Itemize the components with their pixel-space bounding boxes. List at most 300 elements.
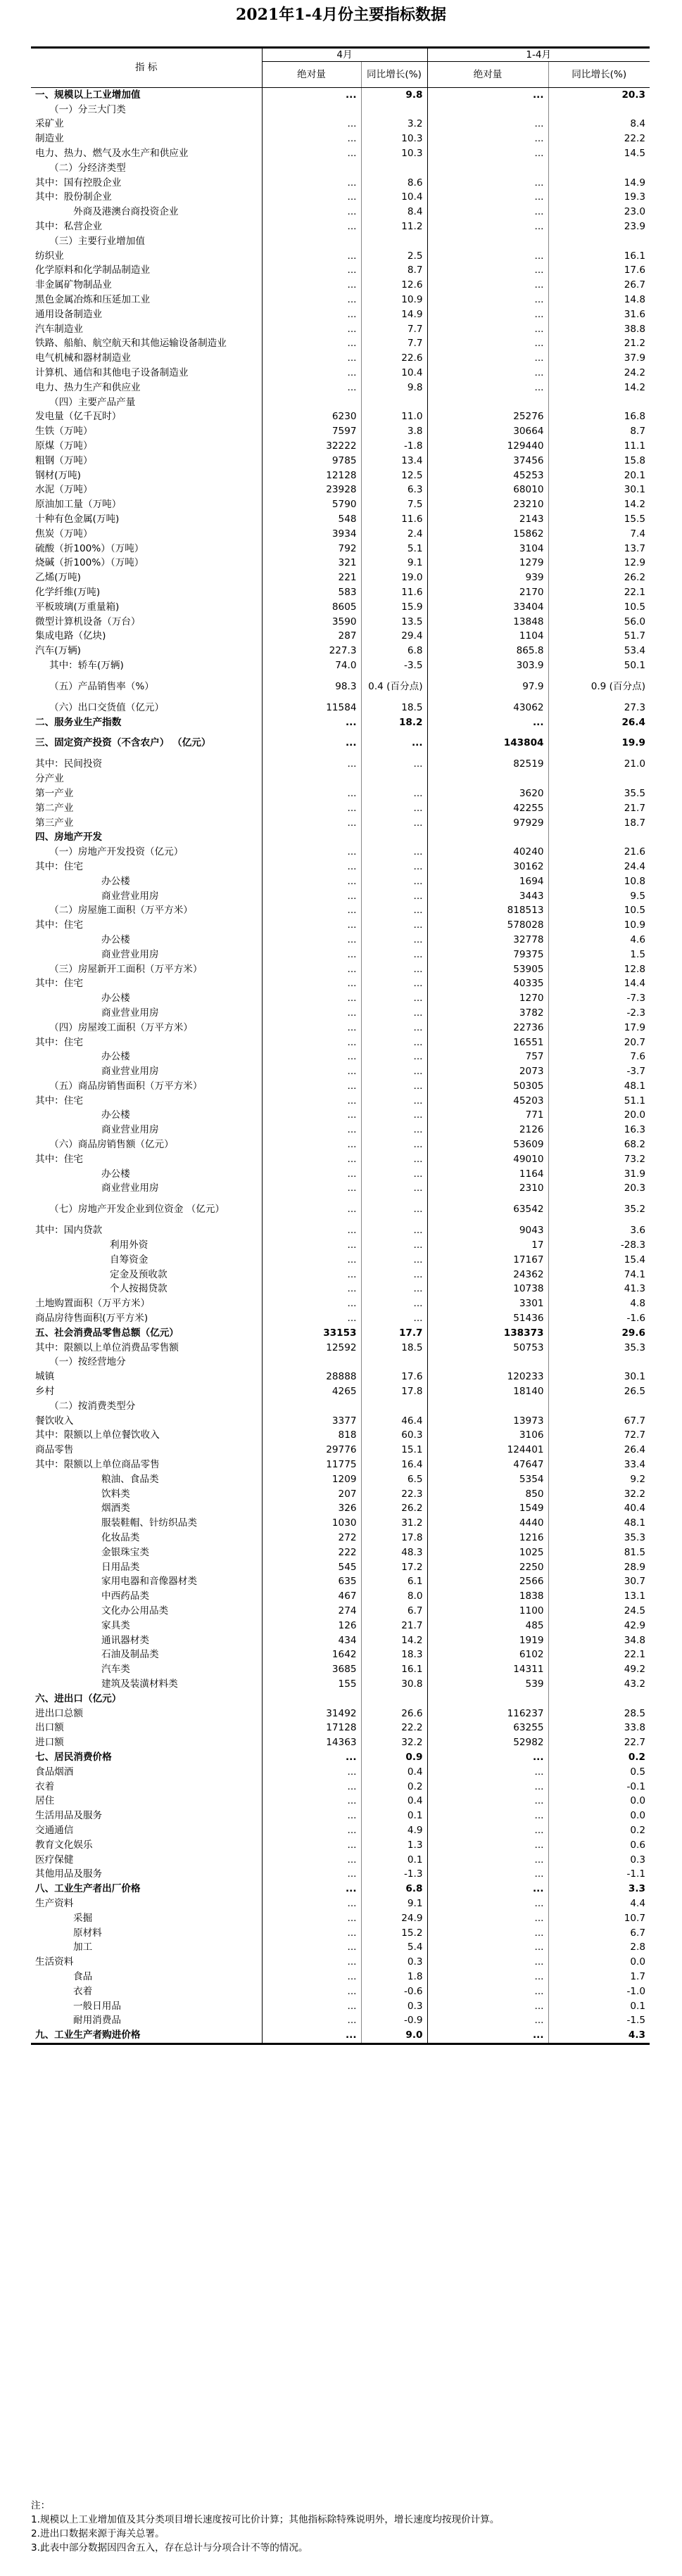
- row-indicator-name: 水泥（万吨）: [31, 483, 262, 498]
- row-ytd-value: ...: [533, 1751, 544, 1763]
- row-ytd-value: ...: [534, 2000, 544, 2012]
- row-ytd-value: 51436: [513, 1313, 544, 1325]
- table-row: [31, 1223, 650, 1238]
- table-row: [31, 1970, 650, 1984]
- row-month-growth: -0.9: [361, 2013, 427, 2028]
- row-ytd-value: 1104: [519, 630, 544, 642]
- row-ytd-value: [427, 772, 548, 786]
- row-ytd-growth: 22.7: [548, 1735, 650, 1750]
- row-month-value: ...: [347, 1168, 357, 1180]
- row-month-value: 3590: [331, 616, 357, 627]
- row-indicator-name: 定金及预收款: [31, 1268, 262, 1282]
- row-ytd-value: [427, 395, 548, 410]
- row-ytd-value: 3443: [519, 890, 544, 902]
- row-month-value: ...: [347, 1051, 357, 1063]
- row-indicator-name: 化学纤维(万吨): [31, 585, 262, 600]
- row-indicator-name: 外商及港澳台商投资企业: [31, 205, 262, 219]
- row-ytd-value: 30664: [513, 426, 544, 438]
- row-month-growth: 3.2: [361, 117, 427, 132]
- row-month-growth: ...: [361, 991, 427, 1006]
- row-month-growth: 32.2: [361, 1735, 427, 1750]
- row-month-value: ...: [347, 1970, 357, 1982]
- row-month-growth: 0.9: [361, 1750, 427, 1765]
- row-month-value: ...: [347, 1007, 357, 1019]
- table-row: [31, 219, 650, 234]
- row-month-growth: 6.3: [361, 483, 427, 498]
- row-month-growth: 8.0: [361, 1589, 427, 1604]
- row-ytd-growth: -2.3: [548, 1006, 650, 1021]
- table-row: [31, 1750, 650, 1765]
- table-row: [31, 542, 650, 556]
- row-month-growth: 24.9: [361, 1911, 427, 1926]
- table-row: [31, 1384, 650, 1399]
- header-month-absolute: 绝对量: [262, 62, 361, 88]
- row-indicator-name: 加工: [31, 1940, 262, 1955]
- table-row: [31, 249, 650, 264]
- row-month-value: 287: [338, 630, 357, 642]
- row-ytd-value: 3301: [519, 1298, 544, 1310]
- row-month-growth: 26.2: [361, 1502, 427, 1517]
- row-ytd-growth: [548, 103, 650, 117]
- table-row: [31, 132, 650, 146]
- row-ytd-growth: 43.2: [548, 1677, 650, 1692]
- row-ytd-value: ...: [534, 206, 544, 218]
- row-indicator-name: 服装鞋帽、针纺织品类: [31, 1516, 262, 1531]
- row-ytd-growth: 22.1: [548, 585, 650, 600]
- row-indicator-name: 生铁（万吨）: [31, 424, 262, 439]
- table-row: [31, 1867, 650, 1882]
- row-indicator-name: 第二产业: [31, 801, 262, 816]
- table-row: [31, 1853, 650, 1868]
- row-ytd-growth: 15.5: [548, 512, 650, 527]
- row-ytd-growth: 48.1: [548, 1079, 650, 1094]
- row-ytd-growth: 7.4: [548, 527, 650, 542]
- row-indicator-name: 采矿业: [31, 117, 262, 132]
- table-row: [31, 1196, 650, 1223]
- row-ytd-value: 14311: [513, 1664, 544, 1676]
- table-row: [31, 585, 650, 600]
- row-ytd-value: ...: [534, 1941, 544, 1953]
- row-ytd-value: 116237: [507, 1707, 544, 1719]
- row-ytd-growth: 51.1: [548, 1094, 650, 1109]
- table-row: [31, 673, 650, 701]
- row-ytd-value: 120233: [507, 1371, 544, 1383]
- table-row: [31, 468, 650, 483]
- row-month-value: 11584: [326, 701, 357, 713]
- row-month-value: 29776: [326, 1444, 357, 1456]
- table-row: [31, 948, 650, 962]
- row-ytd-value: ...: [533, 89, 544, 101]
- table-row: [31, 1137, 650, 1152]
- row-month-growth: 10.4: [361, 366, 427, 381]
- row-month-value: [262, 830, 361, 845]
- row-ytd-growth: 4.8: [548, 1296, 650, 1311]
- row-indicator-name: 黑色金属冶炼和压延加工业: [31, 293, 262, 307]
- table-row: [31, 205, 650, 219]
- table-row: [31, 103, 650, 117]
- row-month-value: 12592: [326, 1341, 357, 1353]
- row-ytd-value: 52982: [513, 1737, 544, 1749]
- row-indicator-name: 其他用品及服务: [31, 1867, 262, 1882]
- row-month-value: 74.0: [335, 659, 357, 671]
- row-ytd-growth: 23.0: [548, 205, 650, 219]
- row-ytd-value: 17167: [513, 1254, 544, 1265]
- row-month-value: ...: [346, 1751, 357, 1763]
- row-month-value: ...: [347, 1066, 357, 1078]
- row-month-growth: 11.0: [361, 410, 427, 425]
- row-ytd-value: 1164: [519, 1168, 544, 1180]
- row-month-growth: 26.6: [361, 1707, 427, 1721]
- row-indicator-name: 一、规模以上工业增加值: [31, 88, 262, 103]
- row-ytd-growth: 14.5: [548, 146, 650, 161]
- row-month-growth: 9.1: [361, 556, 427, 571]
- table-row: [31, 1167, 650, 1182]
- row-month-growth: 4.9: [361, 1823, 427, 1838]
- row-ytd-value: [427, 161, 548, 176]
- row-month-growth: 13.4: [361, 454, 427, 468]
- row-ytd-growth: 10.5: [548, 600, 650, 615]
- row-ytd-value: 539: [525, 1678, 544, 1690]
- row-month-value: ...: [347, 2000, 357, 2012]
- row-month-value: 227.3: [329, 645, 357, 657]
- row-indicator-name: 其中：住宅: [31, 1035, 262, 1050]
- row-month-value: 434: [338, 1634, 357, 1646]
- row-ytd-value: ...: [534, 1927, 544, 1939]
- table-row: [31, 933, 650, 948]
- table-row: [31, 1326, 650, 1341]
- row-ytd-value: [427, 103, 548, 117]
- row-ytd-value: 22736: [513, 1021, 544, 1033]
- row-indicator-name: 出口额: [31, 1721, 262, 1735]
- row-month-value: ...: [347, 148, 357, 160]
- table-row: [31, 483, 650, 498]
- row-month-value: 326: [338, 1503, 357, 1515]
- row-indicator-name: 其中：限额以上单位餐饮收入: [31, 1429, 262, 1443]
- row-ytd-growth: 31.6: [548, 307, 650, 322]
- row-ytd-growth: 42.9: [548, 1619, 650, 1633]
- row-ytd-growth: [548, 1399, 650, 1414]
- table-row: [31, 1472, 650, 1487]
- row-ytd-value: 13973: [513, 1415, 544, 1427]
- row-ytd-growth: 35.2: [548, 1196, 650, 1223]
- row-ytd-value: ...: [534, 1839, 544, 1851]
- table-row: [31, 161, 650, 176]
- row-month-growth: ...: [361, 903, 427, 918]
- row-ytd-growth: 67.7: [548, 1414, 650, 1429]
- row-month-growth: -0.6: [361, 1984, 427, 1999]
- row-ytd-growth: 24.5: [548, 1604, 650, 1619]
- row-indicator-name: 三、固定资产投资（不含农户） （亿元）: [31, 729, 262, 757]
- row-ytd-growth: 0.0: [548, 1955, 650, 1970]
- table-row: [31, 1035, 650, 1050]
- row-month-growth: 5.1: [361, 542, 427, 556]
- table-row: [31, 439, 650, 454]
- table-row: [31, 1809, 650, 1823]
- row-ytd-value: ...: [534, 294, 544, 306]
- row-month-growth: ...: [361, 1296, 427, 1311]
- row-month-growth: 6.1: [361, 1575, 427, 1590]
- row-ytd-growth: 19.9: [548, 729, 650, 757]
- row-month-growth: [361, 103, 427, 117]
- row-ytd-growth: 50.1: [548, 658, 650, 673]
- row-month-growth: 11.6: [361, 512, 427, 527]
- row-month-growth: ...: [361, 757, 427, 772]
- row-indicator-name: 生产资料: [31, 1896, 262, 1911]
- row-ytd-value: 1270: [519, 993, 544, 1005]
- table-row: [31, 1589, 650, 1604]
- row-indicator-name: 制造业: [31, 132, 262, 146]
- row-ytd-growth: 15.8: [548, 454, 650, 468]
- table-header-row: [31, 48, 650, 62]
- row-indicator-name: 粗钢（万吨）: [31, 454, 262, 468]
- row-ytd-growth: 72.7: [548, 1429, 650, 1443]
- row-ytd-growth: 21.7: [548, 801, 650, 816]
- row-indicator-name: 原油加工量（万吨）: [31, 497, 262, 512]
- row-ytd-value: 2250: [519, 1561, 544, 1573]
- row-month-value: ...: [347, 1927, 357, 1939]
- table-row: [31, 1487, 650, 1502]
- row-month-growth: 15.9: [361, 600, 427, 615]
- row-ytd-value: 45253: [513, 469, 544, 481]
- row-indicator-name: 发电量（亿千瓦时）: [31, 410, 262, 425]
- table-row: [31, 1647, 650, 1662]
- row-indicator-name: 医疗保健: [31, 1853, 262, 1868]
- table-row: [31, 1268, 650, 1282]
- note-item: 2.进出口数据来源于海关总署。: [31, 2528, 165, 2539]
- table-row: [31, 860, 650, 874]
- row-month-growth: ...: [361, 874, 427, 889]
- row-month-growth: 14.2: [361, 1633, 427, 1648]
- row-ytd-growth: 41.3: [548, 1282, 650, 1297]
- row-indicator-name: 一般日用品: [31, 1999, 262, 2014]
- row-month-value: ...: [347, 1868, 357, 1880]
- row-ytd-value: 1279: [519, 557, 544, 569]
- row-indicator-name: 教育文化娱乐: [31, 1838, 262, 1853]
- row-indicator-name: 十种有色金属(万吨): [31, 512, 262, 527]
- row-month-value: 12128: [326, 469, 357, 481]
- row-ytd-value: 1694: [519, 875, 544, 887]
- row-ytd-growth: 21.6: [548, 845, 650, 860]
- row-ytd-value: ...: [534, 381, 544, 393]
- row-ytd-value: 63255: [513, 1722, 544, 1734]
- row-ytd-value: 138373: [503, 1327, 544, 1339]
- row-month-growth: ...: [361, 1021, 427, 1035]
- row-month-growth: 10.3: [361, 146, 427, 161]
- row-month-value: ...: [347, 1766, 357, 1778]
- row-month-growth: -1.8: [361, 439, 427, 454]
- row-ytd-value: 23210: [513, 499, 544, 511]
- row-month-growth: ...: [361, 918, 427, 933]
- row-ytd-growth: [548, 1692, 650, 1707]
- row-indicator-name: 通讯器材类: [31, 1633, 262, 1648]
- row-month-value: [262, 395, 361, 410]
- row-month-value: ...: [347, 381, 357, 393]
- row-indicator-name: 商业营业用房: [31, 1123, 262, 1137]
- table-row: [31, 556, 650, 571]
- row-ytd-growth: 11.1: [548, 439, 650, 454]
- row-month-value: ...: [347, 191, 357, 203]
- row-month-value: 5790: [331, 499, 357, 511]
- table-row: [31, 786, 650, 801]
- row-ytd-value: ...: [534, 1868, 544, 1880]
- row-indicator-name: 乙烯(万吨): [31, 570, 262, 585]
- row-ytd-value: 485: [525, 1619, 544, 1631]
- row-indicator-name: 食品烟酒: [31, 1765, 262, 1780]
- row-indicator-name: 其中：私营企业: [31, 219, 262, 234]
- row-indicator-name: 通用设备制造业: [31, 307, 262, 322]
- row-indicator-name: 集成电路（亿块): [31, 629, 262, 644]
- row-month-growth: ...: [361, 976, 427, 991]
- table-row: [31, 889, 650, 904]
- row-ytd-growth: 3.6: [548, 1223, 650, 1238]
- row-month-growth: [361, 1399, 427, 1414]
- row-ytd-growth: 0.0: [548, 1794, 650, 1809]
- row-month-value: ...: [347, 948, 357, 960]
- row-month-value: 792: [338, 542, 357, 554]
- row-ytd-growth: [548, 772, 650, 786]
- row-ytd-value: 9043: [519, 1225, 544, 1237]
- row-ytd-growth: 10.9: [548, 918, 650, 933]
- row-ytd-value: 2310: [519, 1182, 544, 1194]
- row-month-growth: 22.2: [361, 1721, 427, 1735]
- row-month-value: ...: [347, 1153, 357, 1165]
- table-row: [31, 830, 650, 845]
- table-row: [31, 1882, 650, 1896]
- row-month-growth: ...: [361, 1223, 427, 1238]
- row-month-value: ...: [347, 933, 357, 945]
- row-ytd-value: 17: [531, 1239, 544, 1251]
- row-ytd-growth: [548, 234, 650, 249]
- row-month-growth: ...: [361, 816, 427, 831]
- row-ytd-value: 865.8: [516, 645, 544, 657]
- row-month-value: ...: [347, 338, 357, 350]
- row-indicator-name: 原材料: [31, 1926, 262, 1941]
- row-month-value: ...: [347, 1254, 357, 1265]
- row-month-value: 467: [338, 1590, 357, 1602]
- row-month-growth: ...: [361, 1109, 427, 1123]
- row-indicator-name: 纺织业: [31, 249, 262, 264]
- table-row: [31, 1604, 650, 1619]
- row-ytd-growth: 16.3: [548, 1123, 650, 1137]
- row-month-growth: [361, 1356, 427, 1370]
- row-ytd-value: ...: [534, 221, 544, 233]
- row-indicator-name: 采掘: [31, 1911, 262, 1926]
- row-ytd-value: 32778: [513, 933, 544, 945]
- note-item: 1.规模以上工业增加值及其分类项目增长速度按可比价计算；其他指标除特殊说明外，增长速度均按现价计算。: [31, 2514, 500, 2525]
- table-row: [31, 410, 650, 425]
- row-month-growth: 21.7: [361, 1619, 427, 1633]
- row-month-growth: 0.4 (百分点): [361, 673, 427, 701]
- table-row: [31, 1560, 650, 1575]
- row-ytd-growth: 30.1: [548, 1370, 650, 1384]
- row-ytd-value: ...: [534, 1810, 544, 1822]
- table-row: [31, 1238, 650, 1253]
- row-indicator-name: 进出口总额: [31, 1707, 262, 1721]
- table-row: [31, 264, 650, 279]
- row-month-value: 31492: [326, 1707, 357, 1719]
- row-month-growth: 10.3: [361, 132, 427, 146]
- row-indicator-name: 食品: [31, 1970, 262, 1984]
- table-row: [31, 1633, 650, 1648]
- row-month-value: 3377: [331, 1415, 357, 1427]
- row-month-value: 207: [338, 1488, 357, 1500]
- notes-label: 注：: [31, 2500, 51, 2511]
- row-ytd-growth: 38.8: [548, 322, 650, 337]
- table-row: [31, 1109, 650, 1123]
- row-month-growth: 18.3: [361, 1647, 427, 1662]
- row-month-growth: ...: [361, 1268, 427, 1282]
- row-month-growth: [361, 830, 427, 845]
- row-month-value: [262, 1356, 361, 1370]
- row-month-growth: ...: [361, 1311, 427, 1326]
- row-ytd-value: 53609: [513, 1139, 544, 1151]
- row-month-growth: [361, 395, 427, 410]
- table-row: [31, 307, 650, 322]
- row-month-value: ...: [347, 1839, 357, 1851]
- row-indicator-name: 乡村: [31, 1384, 262, 1399]
- row-month-value: ...: [347, 1124, 357, 1136]
- row-ytd-growth: 0.2: [548, 1750, 650, 1765]
- row-ytd-value: [427, 234, 548, 249]
- row-ytd-value: 97.9: [522, 680, 544, 692]
- row-ytd-growth: 28.5: [548, 1707, 650, 1721]
- row-ytd-value: [427, 1692, 548, 1707]
- row-indicator-name: 化学原料和化学制品制造业: [31, 264, 262, 279]
- row-ytd-value: ...: [534, 2015, 544, 2027]
- row-month-value: 3685: [331, 1664, 357, 1676]
- row-ytd-value: ...: [534, 1956, 544, 1968]
- row-ytd-value: ...: [534, 133, 544, 145]
- row-month-value: 9785: [331, 454, 357, 466]
- row-indicator-name: 汽车(万辆): [31, 644, 262, 658]
- table-row: [31, 1619, 650, 1633]
- row-month-value: [262, 1692, 361, 1707]
- row-indicator-name: 日用品类: [31, 1560, 262, 1575]
- row-indicator-name: （六）商品房销售额（亿元）: [31, 1137, 262, 1152]
- row-indicator-name: （四）主要产品产量: [31, 395, 262, 410]
- row-ytd-value: ...: [533, 716, 544, 728]
- row-ytd-growth: 35.3: [548, 1341, 650, 1356]
- row-indicator-name: （一）分三大门类: [31, 103, 262, 117]
- row-ytd-growth: 73.2: [548, 1152, 650, 1167]
- row-ytd-value: ...: [533, 2029, 544, 2041]
- table-row: [31, 918, 650, 933]
- row-ytd-growth: 56.0: [548, 615, 650, 630]
- row-indicator-name: 第一产业: [31, 786, 262, 801]
- row-ytd-growth: 0.0: [548, 1809, 650, 1823]
- row-ytd-value: 939: [525, 572, 544, 584]
- row-ytd-value: 1216: [519, 1532, 544, 1543]
- table-row: [31, 1502, 650, 1517]
- row-ytd-value: ...: [534, 1795, 544, 1807]
- row-indicator-name: （三）房屋新开工面积（万平方米）: [31, 962, 262, 977]
- row-ytd-growth: 6.7: [548, 1926, 650, 1941]
- table-body: [31, 88, 650, 2044]
- row-ytd-growth: 18.7: [548, 816, 650, 831]
- row-ytd-growth: 17.9: [548, 1021, 650, 1035]
- row-ytd-growth: 30.1: [548, 483, 650, 498]
- row-ytd-value: 578028: [507, 919, 544, 931]
- row-month-value: ...: [347, 963, 357, 975]
- row-indicator-name: 七、居民消费价格: [31, 1750, 262, 1765]
- table-row: [31, 1429, 650, 1443]
- row-month-growth: 17.8: [361, 1531, 427, 1545]
- row-month-growth: 18.5: [361, 1341, 427, 1356]
- row-ytd-value: 1919: [519, 1634, 544, 1646]
- row-indicator-name: 进口额: [31, 1735, 262, 1750]
- row-indicator-name: 汽车类: [31, 1662, 262, 1677]
- row-ytd-value: 33404: [513, 601, 544, 613]
